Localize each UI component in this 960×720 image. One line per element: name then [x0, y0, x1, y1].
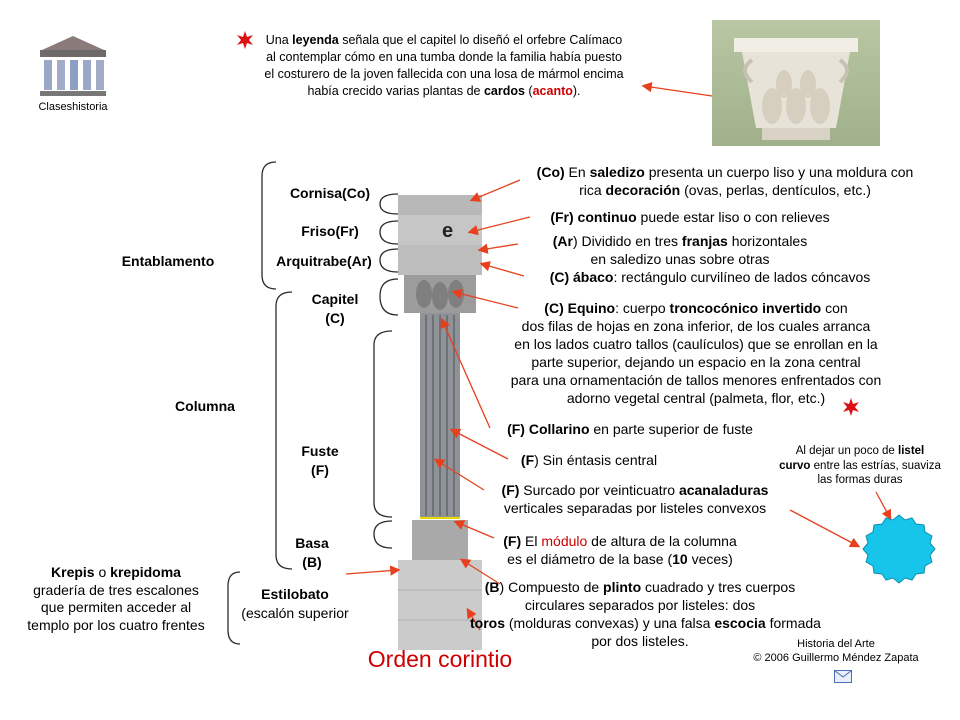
note-abaco: (C) ábaco: rectángulo curvilíneo de lados cóncavos: [549, 269, 871, 285]
fluting-section-icon: [856, 512, 942, 598]
legend-line-4: había crecido varias plantas de cardos (acanto).: [307, 84, 581, 98]
arquitrabe-label: Arquitrabe(Ar): [276, 253, 372, 269]
note-cornisa: (Co) En saledizo presenta un cuerpo liso y una moldura con rica decoración (ovas, perlas, dentículos, etc.): [536, 164, 914, 198]
logo-label: Claseshistoria: [38, 101, 108, 113]
footer: Historia del Arte © 2006 Guillermo Méndez Zapata: [753, 638, 919, 664]
note-modulo: (F) El módulo de altura de la columna es el diámetro de la base (10 veces): [503, 533, 737, 567]
note-collarino: (F) Collarino en parte superior de fuste: [507, 421, 753, 437]
basa-label: Basa (B): [295, 535, 329, 570]
legend-line-2: al contemplar cómo en una tumba donde la familia había puesto: [266, 50, 622, 64]
krepis-text: Krepis o krepidoma gradería de tres escalones que permiten acceder al templo por los cuatro frentes: [27, 564, 205, 633]
note-surcado: (F) Surcado por veinticuatro acanaladuras verticales separadas por listeles convexos: [501, 482, 769, 516]
legend-line-3: el costurero de la joven fallecida con una losa de mármol encima: [264, 67, 624, 81]
columna-label: Columna: [175, 398, 235, 414]
friso-label: Friso(Fr): [301, 223, 359, 239]
note-equino: (C) Equino: cuerpo troncocónico invertido con dos filas de hojas en zona inferior, de los cuales arranca en los lados cuatro tallos (caulículos) que se enrollan en la parte superior, dejando un espacio en la zona central para una ornamentación de tallos menores enfrentados con adorno vegetal central (palmeta, flor, etc.): [510, 300, 882, 406]
capitel-label: Capitel (C): [311, 291, 359, 326]
note-listel: Al dejar un poco de listel curvo entre las estrías, suaviza las formas duras: [779, 445, 941, 486]
note-friso: (Fr) continuo puede estar liso o con relieves: [550, 209, 830, 225]
legend-line-1: Una leyenda señala que el capitel lo diseñó el orfebre Calímaco: [265, 33, 623, 47]
estilobato-label: Estilobato (escalón superior: [241, 586, 349, 621]
fuste-label: Fuste (F): [301, 443, 339, 478]
star-icon-2: [842, 398, 860, 416]
note-basa: (B) Compuesto de plinto cuadrado y tres cuerpos circulares separados por listeles: dos toros (molduras convexas) y una falsa escocia formada por dos listeles.: [470, 579, 821, 649]
mail-icon[interactable]: [834, 670, 852, 683]
cornisa-label: Cornisa(Co): [289, 185, 371, 201]
note-arquitrabe: (Ar) Dividido en tres franjas horizontales en saledizo unas sobre otras: [552, 233, 808, 267]
note-entasis: (F) Sin éntasis central: [520, 452, 658, 468]
frieze-letter: e: [442, 220, 454, 242]
page-title: Orden corintio: [367, 646, 513, 672]
entablamento-label: Entablamento: [121, 253, 215, 269]
